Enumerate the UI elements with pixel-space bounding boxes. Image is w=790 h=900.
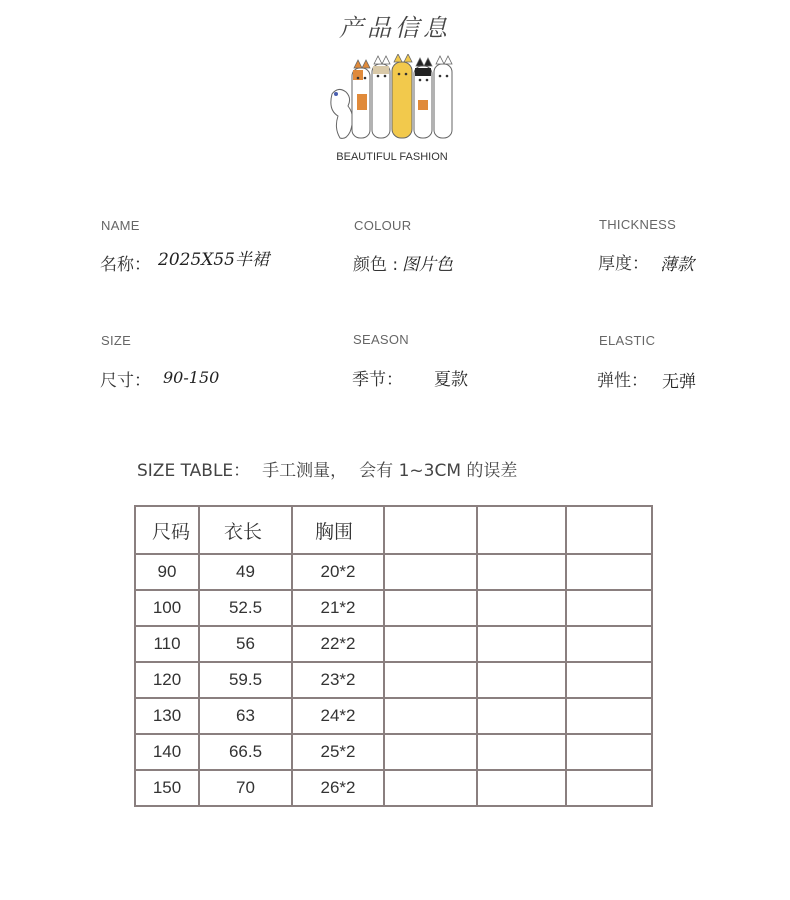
cell-empty (477, 590, 566, 626)
cell-empty (384, 662, 477, 698)
cell-chest: 24*2 (292, 698, 384, 734)
cell-empty (384, 554, 477, 590)
cell-empty (566, 662, 652, 698)
cell-length: 63 (199, 698, 292, 734)
cell-chest: 25*2 (292, 734, 384, 770)
cell-size: 110 (135, 626, 199, 662)
size-table-caption (137, 456, 517, 481)
table-row (135, 770, 652, 806)
cell-chest: 22*2 (292, 626, 384, 662)
thickness-key: 厚度： (598, 254, 649, 274)
cell-empty (477, 698, 566, 734)
cell-empty (566, 698, 652, 734)
size-value: 90-150 (163, 368, 220, 387)
cell-empty (477, 626, 566, 662)
thickness-label: THICKNESS (599, 217, 677, 232)
cell-empty (566, 626, 652, 662)
cell-empty (566, 770, 652, 806)
cell-length: 49 (199, 554, 292, 590)
cell-empty (384, 626, 477, 662)
cell-empty (566, 590, 652, 626)
table-row (135, 734, 652, 770)
cell-length: 52.5 (199, 590, 292, 626)
cell-empty (384, 734, 477, 770)
size-table-caption-note: 手工测量， (262, 461, 348, 481)
colour-key: 颜色 : (353, 255, 399, 275)
elastic-key: 弹性： (597, 371, 648, 391)
logo-text: BEAUTIFUL FASHION (336, 151, 448, 163)
cell-size: 150 (135, 770, 199, 806)
size-key: 尺寸： (100, 371, 151, 391)
name-key: 名称： (100, 255, 151, 275)
cell-chest: 26*2 (292, 770, 384, 806)
brand-logo (322, 54, 462, 174)
cell-empty (384, 770, 477, 806)
colour-label: COLOUR (354, 218, 412, 233)
cell-size: 90 (135, 554, 199, 590)
cell-size: 140 (135, 734, 199, 770)
header-length: 衣长 (199, 506, 292, 554)
name-value: 2025X55半裙 (158, 250, 269, 270)
table-row (135, 626, 652, 662)
header-size: 尺码 (135, 506, 199, 554)
cell-empty (477, 770, 566, 806)
header-empty (384, 506, 477, 554)
season-label: SEASON (353, 332, 409, 347)
header-empty (566, 506, 652, 554)
elastic-value: 无弹 (662, 372, 696, 392)
cell-empty (477, 554, 566, 590)
size-table (134, 505, 653, 807)
cell-length: 56 (199, 626, 292, 662)
table-row (135, 590, 652, 626)
cell-size: 120 (135, 662, 199, 698)
colour-value: 图片色 (402, 255, 453, 275)
page-title: 产品信息 (339, 14, 451, 42)
cell-empty (477, 734, 566, 770)
cell-length: 66.5 (199, 734, 292, 770)
elastic-label: ELASTIC (599, 333, 656, 348)
table-row (135, 554, 652, 590)
cats-logo-icon (322, 54, 462, 150)
header-chest: 胸围 (292, 506, 384, 554)
table-row (135, 698, 652, 734)
cell-size: 130 (135, 698, 199, 734)
cell-chest: 20*2 (292, 554, 384, 590)
cell-length: 70 (199, 770, 292, 806)
season-key: 季节： (352, 370, 403, 390)
size-table-header-row (135, 506, 652, 554)
cell-empty (384, 590, 477, 626)
size-table-caption-label: SIZE TABLE： (137, 461, 251, 481)
thickness-value: 薄款 (660, 255, 694, 275)
cell-length: 59.5 (199, 662, 292, 698)
cell-empty (566, 734, 652, 770)
season-value: 夏款 (434, 370, 468, 390)
header-empty (477, 506, 566, 554)
cell-empty (384, 698, 477, 734)
cell-chest: 23*2 (292, 662, 384, 698)
cell-size: 100 (135, 590, 199, 626)
cell-chest: 21*2 (292, 590, 384, 626)
size-table-caption-tolerance: 会有 1~3CM 的误差 (359, 461, 518, 481)
cell-empty (477, 662, 566, 698)
name-label: NAME (101, 218, 140, 233)
table-row (135, 662, 652, 698)
size-label: SIZE (101, 333, 132, 348)
cell-empty (566, 554, 652, 590)
